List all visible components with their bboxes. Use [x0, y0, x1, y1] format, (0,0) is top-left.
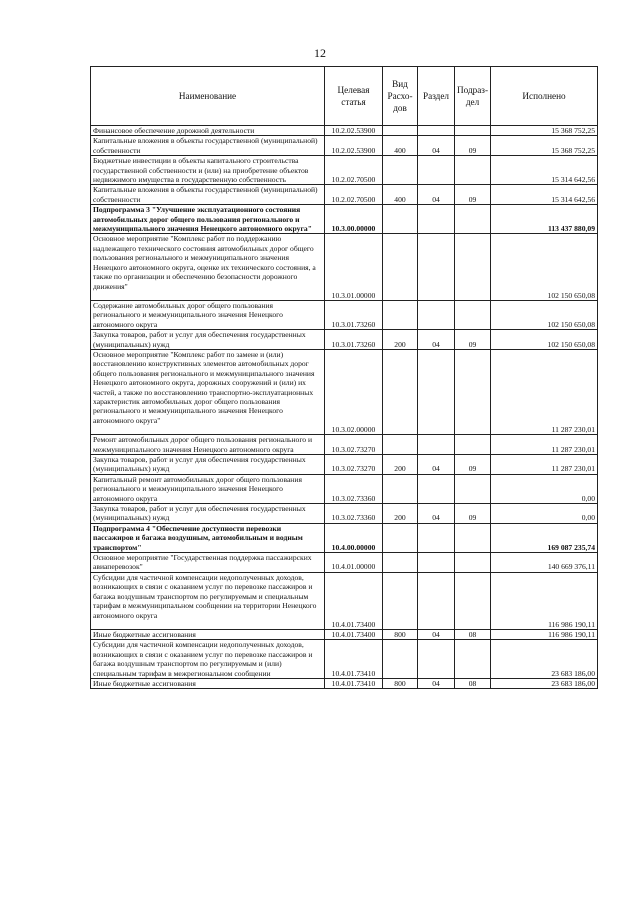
cell-name: Закупка товаров, работ и услуг для обеспечения государственных (муниципальных) нужд: [91, 455, 325, 475]
cell-executed: 116 986 190,11: [491, 629, 598, 639]
cell-section: [418, 435, 455, 455]
cell-section: 04: [418, 455, 455, 475]
cell-section: [418, 156, 455, 185]
cell-expense-type: [383, 553, 418, 573]
cell-section: [418, 349, 455, 434]
cell-executed: 116 986 190,11: [491, 572, 598, 629]
cell-section: 04: [418, 504, 455, 524]
cell-executed: 102 150 650,08: [491, 330, 598, 350]
cell-subsection: [455, 300, 491, 329]
table-row: [91, 126, 598, 136]
cell-expense-type: [383, 435, 418, 455]
cell-expense-type: [383, 156, 418, 185]
cell-target-article: 10.2.02.70500: [325, 156, 383, 185]
cell-expense-type: [383, 572, 418, 629]
cell-name: Иные бюджетные ассигнования: [91, 629, 325, 639]
cell-section: [418, 205, 455, 234]
cell-name: Закупка товаров, работ и услуг для обеспечения государственных (муниципальных) нужд: [91, 504, 325, 524]
cell-target-article: 10.4.01.73400: [325, 572, 383, 629]
cell-section: 04: [418, 185, 455, 205]
cell-section: 04: [418, 629, 455, 639]
table-row: [91, 474, 598, 503]
cell-name: Капитальные вложения в объекты государственной (муниципальной) собственности: [91, 136, 325, 156]
cell-subsection: [455, 126, 491, 136]
cell-expense-type: 200: [383, 504, 418, 524]
table-row: [91, 300, 598, 329]
cell-target-article: 10.2.02.70500: [325, 185, 383, 205]
cell-target-article: 10.4.01.00000: [325, 553, 383, 573]
cell-subsection: [455, 572, 491, 629]
cell-subsection: [455, 474, 491, 503]
table-row: [91, 523, 598, 552]
table-row: [91, 504, 598, 524]
cell-section: [418, 553, 455, 573]
cell-expense-type: 400: [383, 136, 418, 156]
cell-section: [418, 474, 455, 503]
cell-subsection: [455, 435, 491, 455]
header-expense-type: Вид Расхо-дов: [383, 67, 418, 126]
table-body: [91, 126, 598, 689]
cell-executed: 0,00: [491, 474, 598, 503]
cell-executed: 15 368 752,25: [491, 136, 598, 156]
cell-target-article: 10.4.01.73400: [325, 629, 383, 639]
cell-name: Подпрограмма 4 "Обеспечение доступности перевозки пассажиров и багажа воздушным, автомобильным и водным транспортом": [91, 523, 325, 552]
cell-executed: 11 287 230,01: [491, 455, 598, 475]
cell-expense-type: [383, 474, 418, 503]
budget-execution-table: [90, 66, 598, 689]
cell-name: Субсидии для частичной компенсации недополученных доходов, возникающих в связи с оказанием услуг по перевозке пассажиров и багажа воздушным транспортом по регулируемым и специальным тарифам в межмуниципальном сообщении на территории Ненецкого автономного округа: [91, 572, 325, 629]
table-row: [91, 553, 598, 573]
cell-target-article: 10.3.02.73360: [325, 504, 383, 524]
page-number: 12: [314, 46, 326, 60]
cell-target-article: 10.3.01.73260: [325, 300, 383, 329]
cell-section: [418, 300, 455, 329]
cell-subsection: [455, 234, 491, 300]
cell-subsection: 09: [455, 504, 491, 524]
cell-name: Ремонт автомобильных дорог общего пользования регионального и межмуниципального значения Ненецкого автономного округа: [91, 435, 325, 455]
table-row: [91, 640, 598, 679]
cell-expense-type: [383, 640, 418, 679]
table-row: [91, 678, 598, 688]
cell-executed: 23 683 186,00: [491, 640, 598, 679]
cell-subsection: [455, 349, 491, 434]
table-row: [91, 234, 598, 300]
cell-target-article: 10.3.02.00000: [325, 349, 383, 434]
cell-executed: 169 087 235,74: [491, 523, 598, 552]
cell-subsection: 09: [455, 330, 491, 350]
cell-expense-type: [383, 349, 418, 434]
table-row: [91, 455, 598, 475]
table-row: [91, 185, 598, 205]
cell-executed: 15 368 752,25: [491, 126, 598, 136]
cell-expense-type: [383, 205, 418, 234]
cell-name: Финансовое обеспечение дорожной деятельности: [91, 126, 325, 136]
cell-section: [418, 234, 455, 300]
cell-name: Иные бюджетные ассигнования: [91, 678, 325, 688]
cell-name: Основное мероприятие "Государственная поддержка пассажирских авиаперевозок": [91, 553, 325, 573]
cell-subsection: [455, 523, 491, 552]
table-row: [91, 349, 598, 434]
table-row: [91, 435, 598, 455]
cell-target-article: 10.2.02.53900: [325, 126, 383, 136]
cell-executed: 11 287 230,01: [491, 435, 598, 455]
cell-expense-type: [383, 126, 418, 136]
table-row: [91, 156, 598, 185]
cell-name: Подпрограмма 3 "Улучшение эксплуатационного состояния автомобильных дорог общего пользования регионального и межмуниципального значения Ненецкого автономного округа": [91, 205, 325, 234]
header-subsection: Подраз-дел: [455, 67, 491, 126]
cell-section: [418, 640, 455, 679]
header-executed: Исполнено: [491, 67, 598, 126]
cell-executed: 15 314 642,56: [491, 185, 598, 205]
table-row: [91, 330, 598, 350]
table-header-row: [91, 67, 598, 126]
cell-subsection: [455, 553, 491, 573]
cell-executed: 11 287 230,01: [491, 349, 598, 434]
cell-name: Закупка товаров, работ и услуг для обеспечения государственных (муниципальных) нужд: [91, 330, 325, 350]
cell-expense-type: [383, 234, 418, 300]
cell-executed: 113 437 880,09: [491, 205, 598, 234]
cell-target-article: 10.3.02.73270: [325, 455, 383, 475]
cell-subsection: 09: [455, 136, 491, 156]
cell-name: Основное мероприятие "Комплекс работ по замене и (или) восстановлению конструктивных элементов автомобильных дорог общего пользования регионального и межмуниципального значения Ненецкого автономного округа, дорожных сооружений и (или) их частей, а также по восстановлению транспортно-эксплуатационных характеристик автомобильных дорог общего пользования регионального и межмуниципального значения Ненецкого автономного округа": [91, 349, 325, 434]
cell-executed: 15 314 642,56: [491, 156, 598, 185]
cell-name: Содержание автомобильных дорог общего пользования регионального и межмуниципального значения Ненецкого автономного округа: [91, 300, 325, 329]
cell-executed: 102 150 650,08: [491, 300, 598, 329]
cell-target-article: 10.3.01.73260: [325, 330, 383, 350]
cell-section: [418, 523, 455, 552]
cell-section: 04: [418, 678, 455, 688]
cell-expense-type: 200: [383, 455, 418, 475]
cell-target-article: 10.4.01.73410: [325, 640, 383, 679]
cell-executed: 23 683 186,00: [491, 678, 598, 688]
cell-section: 04: [418, 136, 455, 156]
cell-section: [418, 572, 455, 629]
header-target-article: Целевая статья: [325, 67, 383, 126]
cell-subsection: 08: [455, 629, 491, 639]
cell-executed: 0,00: [491, 504, 598, 524]
header-name: Наименование: [91, 67, 325, 126]
cell-expense-type: 800: [383, 629, 418, 639]
cell-target-article: 10.2.02.53900: [325, 136, 383, 156]
cell-name: Основное мероприятие "Комплекс работ по поддержанию надлежащего технического состояния автомобильных дорог общего пользования регионального и межмуниципального значения Ненецкого автономного округа, оценке их технического состояния, а также по организации и обеспечению безопасности дорожного движения": [91, 234, 325, 300]
table-row: [91, 205, 598, 234]
table-row: [91, 572, 598, 629]
header-section: Раздел: [418, 67, 455, 126]
cell-target-article: 10.3.02.73360: [325, 474, 383, 503]
cell-target-article: 10.3.00.00000: [325, 205, 383, 234]
table-row: [91, 136, 598, 156]
cell-name: Капитальный ремонт автомобильных дорог общего пользования регионального и межмуниципального значения Ненецкого автономного округа: [91, 474, 325, 503]
cell-executed: 102 150 650,08: [491, 234, 598, 300]
cell-expense-type: 800: [383, 678, 418, 688]
cell-subsection: [455, 205, 491, 234]
table-row: [91, 629, 598, 639]
cell-target-article: 10.4.00.00000: [325, 523, 383, 552]
cell-name: Субсидии для частичной компенсации недополученных доходов, возникающих в связи с оказанием услуг по перевозке пассажиров и багажа воздушным транспортом по регулируемым и (или) специальным тарифам в межрегиональном сообщении: [91, 640, 325, 679]
cell-target-article: 10.3.02.73270: [325, 435, 383, 455]
cell-name: Бюджетные инвестиции в объекты капитального строительства государственной собственности и (или) на приобретение объектов недвижимого имущества в государственную собственность: [91, 156, 325, 185]
cell-expense-type: 200: [383, 330, 418, 350]
cell-expense-type: 400: [383, 185, 418, 205]
cell-subsection: [455, 640, 491, 679]
cell-target-article: 10.3.01.00000: [325, 234, 383, 300]
cell-name: Капитальные вложения в объекты государственной (муниципальной) собственности: [91, 185, 325, 205]
cell-expense-type: [383, 300, 418, 329]
cell-subsection: [455, 156, 491, 185]
cell-subsection: 08: [455, 678, 491, 688]
cell-target-article: 10.4.01.73410: [325, 678, 383, 688]
cell-section: [418, 126, 455, 136]
cell-executed: 140 669 376,11: [491, 553, 598, 573]
budget-table-container: [90, 66, 597, 689]
cell-subsection: 09: [455, 185, 491, 205]
cell-subsection: 09: [455, 455, 491, 475]
cell-section: 04: [418, 330, 455, 350]
cell-expense-type: [383, 523, 418, 552]
